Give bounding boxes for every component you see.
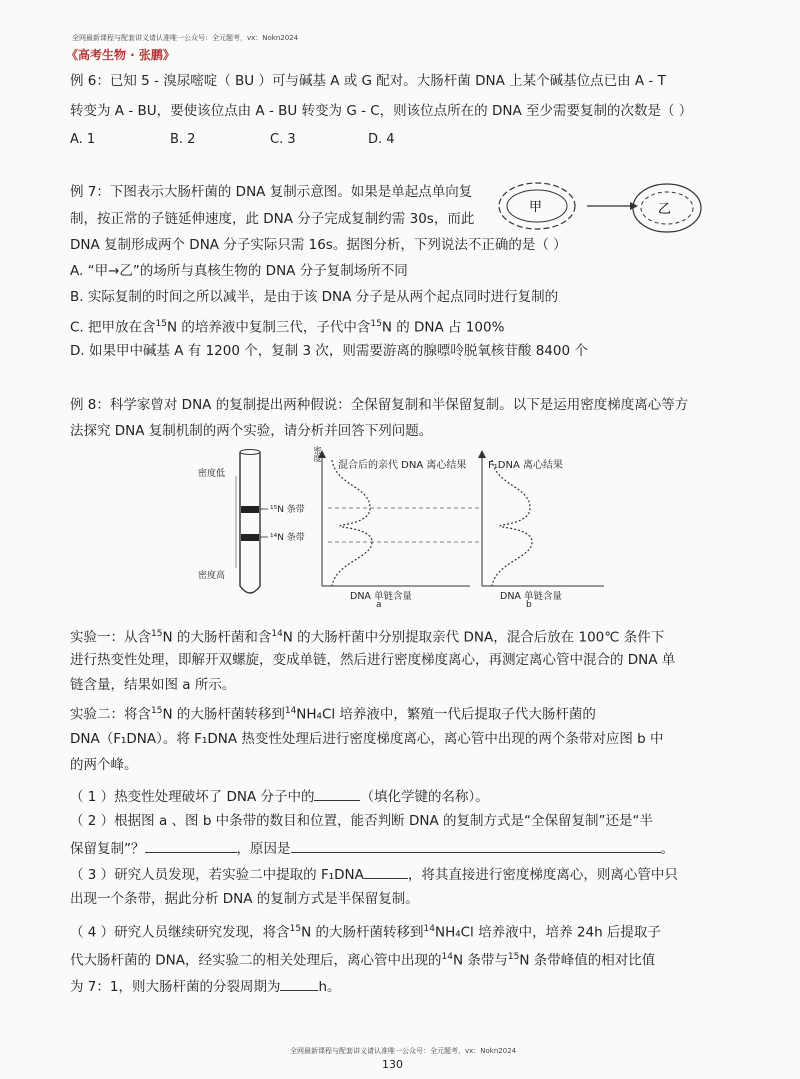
ex7-option-a: A. “甲→乙”的场所与真核生物的 DNA 分子复制场所不同	[70, 263, 408, 279]
band-14n-label: ¹⁴N 条带	[270, 533, 305, 543]
band-15n-label: ¹⁵N 条带	[270, 505, 305, 515]
ex7-option-b: B. 实际复制的时间之所以减半，是由于该 DNA 分子是从两个起点同时进行复制的	[70, 289, 559, 305]
exp2-line3: 的两个峰。	[70, 757, 138, 773]
ex7-line1: 例 7：下图表示大肠杆菌的 DNA 复制示意图。如果是单起点单向复	[70, 184, 473, 200]
ex8-line2: 法探究 DNA 复制机制的两个实验，请分析并回答下列问题。	[70, 423, 433, 439]
graph-b-xlabel: DNA 单链含量	[500, 591, 562, 602]
question-2-line1: （ 2 ）根据图 a 、图 b 中条带的数目和位置，能否判断 DNA 的复制方式是“全保留复制”还是“半	[70, 813, 653, 829]
answer-blank-4[interactable]	[280, 976, 318, 991]
graph-b-title: F₁DNA 离心结果	[488, 460, 563, 471]
ex6-line1: 例 6：已知 5 - 溴尿嘧啶（ BU ）可与碱基 A 或 G 配对。大肠杆菌 DNA 上某个碱基位点已由 A - T	[70, 73, 666, 89]
ex6-option-c: C. 3	[270, 132, 296, 147]
band-14n	[241, 534, 259, 541]
ex6-option-b: B. 2	[170, 132, 196, 147]
exp2-line2: DNA（F₁DNA）。将 F₁DNA 热变性处理后进行密度梯度离心，离心管中出现的两个条带对应图 b 中	[70, 731, 664, 747]
graph-a-title: 混合后的亲代 DNA 离心结果	[338, 460, 467, 471]
question-4-line3: 为 7：1，则大肠杆菌的分裂周期为 h。	[70, 976, 341, 996]
tube-top-label: 密度低	[198, 469, 226, 479]
label-jia: 甲	[529, 200, 543, 215]
footer-source-line: 全网最新课程与配套讲义请认准唯一公众号：全元题考，vx：Nokn2024	[290, 1047, 517, 1055]
question-4-line2: 代大肠杆菌的 DNA，经实验二的相关处理后，离心管中出现的$^{14}$N 条带与$^{15}$N 条带峰值的相对比值	[70, 952, 656, 969]
brand-label: 《高考生物 · 张鹏》	[66, 48, 175, 62]
answer-blank-2b[interactable]	[291, 838, 661, 853]
answer-blank-1[interactable]	[314, 786, 360, 801]
band-15n	[241, 506, 259, 513]
answer-blank-3[interactable]	[364, 864, 408, 879]
exp1-line1: 实验一：从含$^{15}$N 的大肠杆菌和含$^{14}$N 的大肠杆菌中分别提取亲代 DNA，混合后放在 100℃ 条件下	[70, 629, 665, 646]
exp1-line2: 进行热变性处理，即解开双螺旋，变成单链，然后进行密度梯度离心，再测定离心管中混合的 DNA 单	[70, 652, 676, 668]
dna-replication-figure	[495, 176, 710, 240]
graph-b-sublabel: b	[526, 600, 532, 610]
ex7-line3: DNA 复制形成两个 DNA 分子实际只需 16s。据图分析，下列说法不正确的是（ ）	[70, 237, 567, 253]
page-number: 130	[382, 1058, 403, 1071]
ex8-line1: 例 8：科学家曾对 DNA 的复制提出两种假说：全保留复制和半保留复制。以下是运用密度梯度离心等方	[70, 397, 689, 413]
exp2-line1: 实验二：将含$^{15}$N 的大肠杆菌转移到$^{14}$NH₄Cl 培养液中，繁殖一代后提取子代大肠杆菌的	[70, 706, 596, 723]
graph-a-sublabel: a	[376, 600, 382, 610]
ex6-option-a: A. 1	[70, 132, 96, 147]
ex7-option-d: D. 如果甲中碱基 A 有 1200 个，复制 3 次，则需要游离的腺嘌呤脱氧核苷酸 8400 个	[70, 343, 588, 359]
exp1-line3: 链含量，结果如图 a 所示。	[70, 677, 236, 693]
ex6-line2: 转变为 A - BU，要使该位点由 A - BU 转变为 G - C，则该位点所在的 DNA 至少需要复制的次数是（ ）	[70, 103, 693, 119]
question-1: （ 1 ）热变性处理破坏了 DNA 分子中的 （填化学键的名称）。	[70, 786, 489, 806]
question-3-line1: （ 3 ）研究人员发现，若实验二中提取的 F₁DNA ，将其直接进行密度梯度离心，则离心管中只	[70, 864, 678, 884]
header-source-line: 全网最新课程与配套讲义请认准唯一公众号：全元题考，vx：Nokn2024	[72, 34, 299, 42]
answer-blank-2a[interactable]	[145, 838, 237, 853]
tube-bottom-label: 密度高	[198, 571, 226, 581]
question-3-line2: 出现一个条带，据此分析 DNA 的复制方式是半保留复制。	[70, 891, 419, 907]
question-4-line1: （ 4 ）研究人员继续研究发现，将含$^{15}$N 的大肠杆菌转移到$^{14}$NH₄Cl 培养液中，培养 24h 后提取子	[70, 924, 661, 941]
question-2-line2: 保留复制”？ ，原因是 。	[70, 838, 674, 858]
ex6-option-d: D. 4	[368, 132, 395, 147]
ex7-line2: 制，按正常的子链延伸速度，此 DNA 分子完成复制约需 30s，而此	[70, 211, 475, 227]
label-yi: 乙	[658, 202, 672, 217]
ex7-option-c: C. 把甲放在含$^{15}$N 的培养液中复制三代，子代中含$^{15}$N 的 DNA 占 100%	[70, 319, 505, 336]
graph-a-axis-label: 密度	[313, 446, 322, 462]
graph-a-xlabel: DNA 单链含量	[350, 591, 412, 602]
